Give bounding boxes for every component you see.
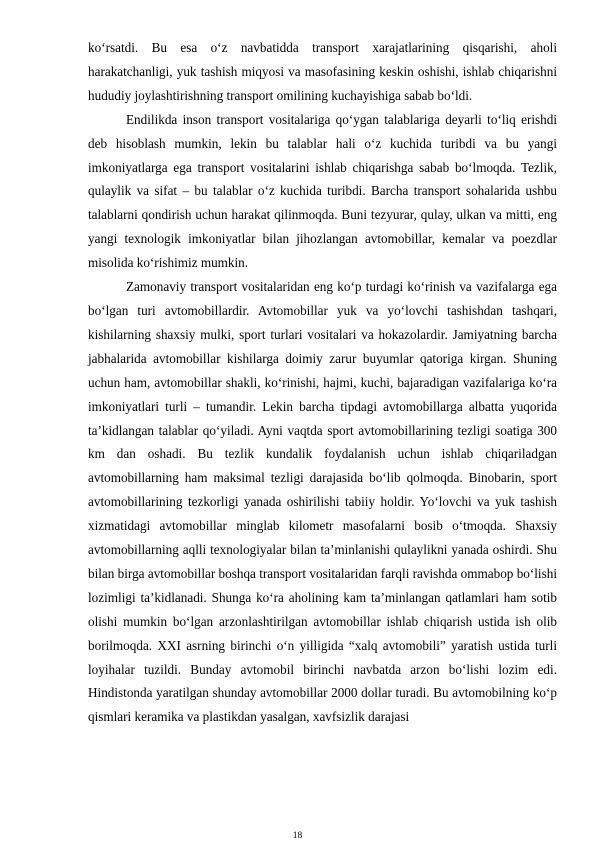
document-page [88,36,557,729]
paragraph-automobiles: Zamonaviy transport vositalaridan eng ko‘p turdagi ko‘rinish va vazifalarga ega bo‘lgan turi avtomobillardir. Avtomobillar yuk va yo‘lovchi tashishdan tashqari, kishilarning shaxsiy mulki, sport turlari vositalari va hokazolardir. Jamiyatning barcha jabhalarida avtomobillar kishilarga doimiy zarur buyumlar qatoriga kirgan. Shuning uchun ham, avtomobillar shakli, ko‘rinishi, hajmi, kuchi, bajaradigan vazifalariga ko‘ra imkoniyatlari turli – tumandir. Lekin barcha tipdagi avtomobillarga albatta yuqorida ta’kidlangan talablar qo‘yiladi. Ayni vaqtda sport avtomobillarining tezligi soatiga 300 km dan oshadi. Bu tezlik kundalik foydalanish uchun ishlab chiqariladgan avtomobillarning ham maksimal tezligi darajasida bo‘lib qolmoqda. Binobarin, sport avtomobillarining tezkorligi yanada oshirilishi tabiiy holdir. Yo‘lovchi va yuk tashish xizmatidagi avtomobillar minglab kilometr masofalarni bosib o‘tmoqda. Shaxsiy avtomobillarning aqlli texnologiyalar bilan ta’minlanishi qulaylikni yanada oshirdi. Shu bilan birga avtomobillar boshqa transport vositalaridan farqli ravishda ommabop bo‘lishi lozimligi ta’kidlanadi. Shunga ko‘ra aholining kam ta’minlangan qatlamlari ham sotib olishi mumkin bo‘lgan arzonlashtirilgan avtomobillar ishlab chiqarish ustida ish olib borilmoqda. XXI asrning birinchi o‘n yilligida “xalq avtomobili” yaratish ustida turli loyihalar tuzildi. Bunday avtomobil birinchi navbatda arzon bo‘lishi lozim edi. Hindistonda yaratilgan shunday avtomobillar 2000 dollar turadi. Bu avtomobilning ko‘p qismlari keramika va plastikdan yasalgan, xavfsizlik darajasi [88,279,557,725]
page-number: 18 [292,831,303,841]
paragraph-requirements: Endilikda inson transport vositalariga qo‘ygan talablariga deyarli to‘liq erishdi deb hisoblash mumkin, lekin bu talablar hali o‘z kuchida turibdi va bu yangi imkoniyatlarga ega transport vositalarini ishlab chiqarishga sabab bo‘lmoqda. Tezlik, qulaylik va sifat – bu talablar o‘z kuchida turibdi. Barcha transport sohalarida ushbu talablarni qondirish uchun harakat qilinmoqda. Buni tezyurar, qulay, ulkan va mitti, eng yangi texnologik imkoniyatlar bilan jihozlangan avtomobillar, kemalar va poezdlar misolida ko‘rishimiz mumkin. [88,111,557,271]
paragraph-continuation: ko‘rsatdi. Bu esa o‘z navbatidda transport xarajatlarining qisqarishi, aholi harakatchanligi, yuk tashish miqyosi va masofasining keskin oshishi, ishlab chiqarishni hududiy joylashtirishning transport omilining kuchayishiga sabab bo‘ldi. [88,40,557,103]
